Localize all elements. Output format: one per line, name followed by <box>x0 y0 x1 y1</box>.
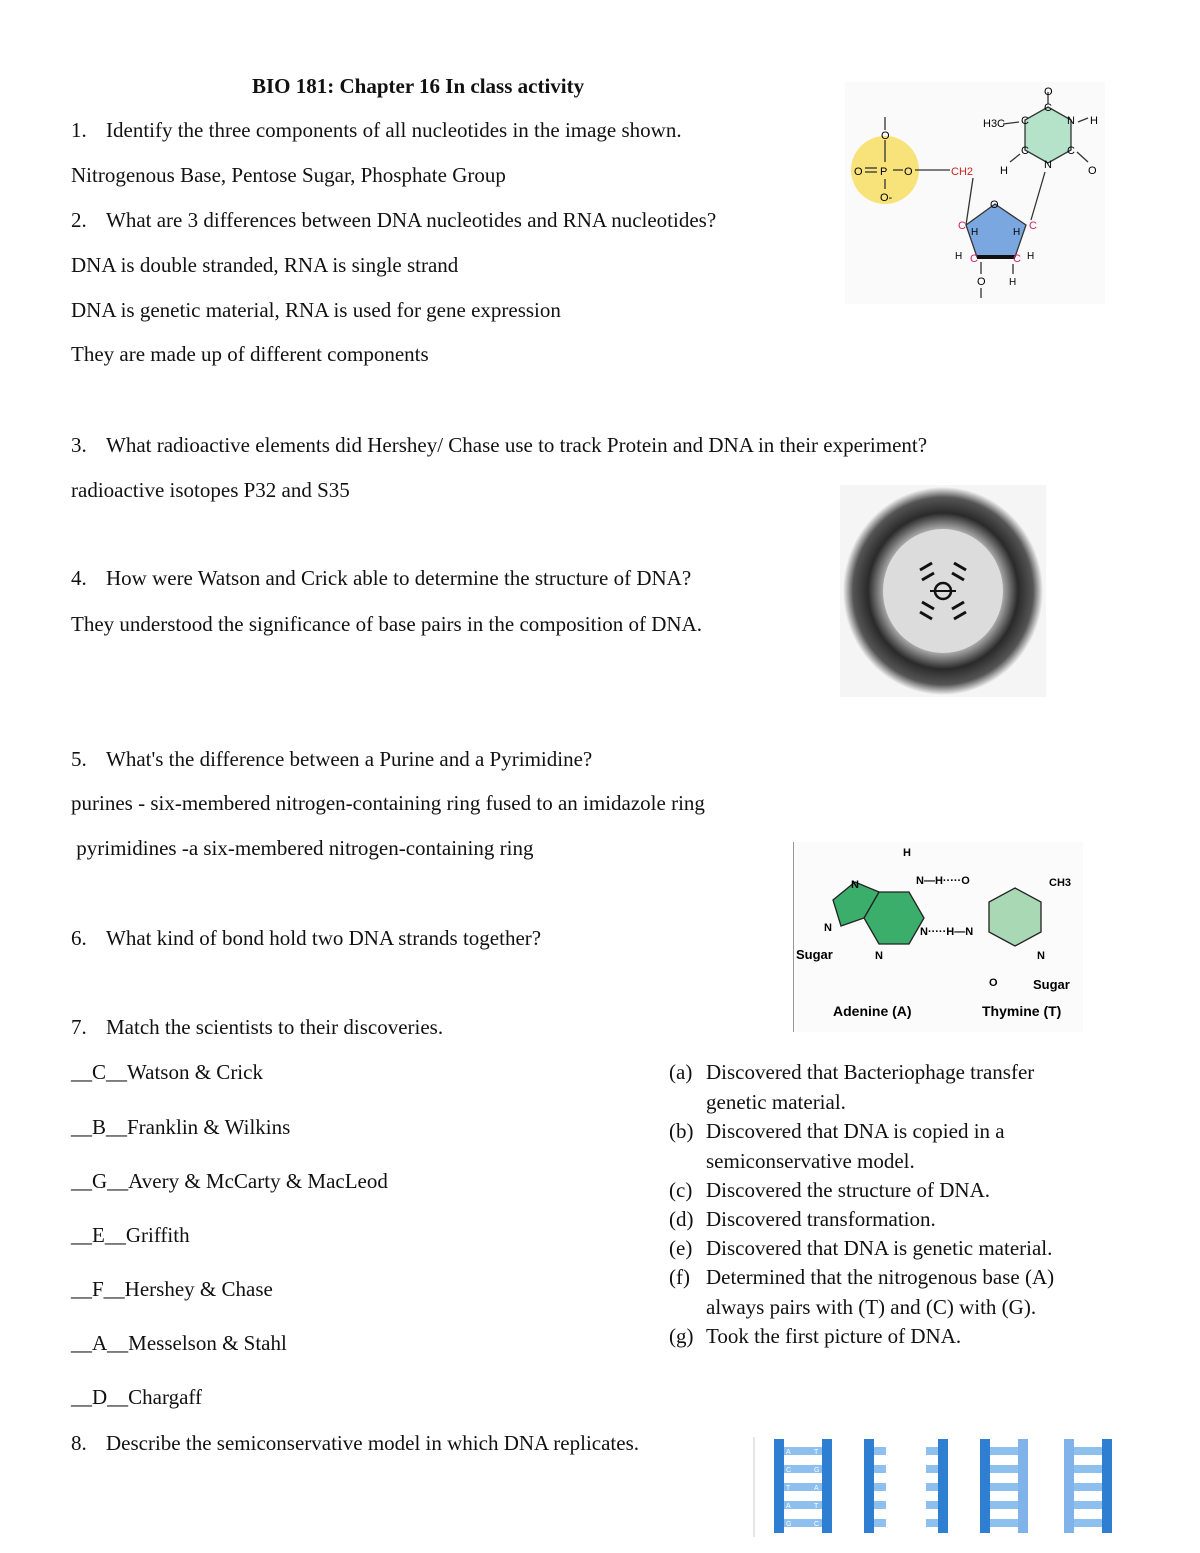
question-text: Describe the semiconservative model in which DNA replicates. <box>106 1431 639 1455</box>
ch2-label: CH2 <box>951 166 974 178</box>
question-text: What kind of bond hold two DNA strands together? <box>106 926 542 950</box>
xray-diffraction-photo <box>840 485 1046 697</box>
phosphate-o-bridge: O <box>904 166 913 178</box>
answer-5-line-2: pyrimidines -a six-membered nitrogen-containing ring <box>71 836 534 860</box>
answer-2-line-3: They are made up of different components <box>71 342 429 366</box>
bp-n-left-top: N <box>851 879 859 891</box>
option-label: (e) <box>669 1236 693 1260</box>
answer-2-line-1: DNA is double stranded, RNA is single strand <box>71 253 459 277</box>
phosphate-o-left: O <box>854 166 863 178</box>
bp-nh-o: N—H·····O <box>916 875 970 887</box>
base-letter: G <box>786 1521 792 1528</box>
sugar-h-bottom: H <box>1009 277 1017 288</box>
match-scientist-2: __B__Franklin & Wilkins <box>71 1115 291 1139</box>
match-option-e <box>669 1234 1052 1264</box>
thymine-label: Thymine (T) <box>982 1003 1062 1019</box>
match-option-c <box>669 1176 990 1206</box>
question-8 <box>71 1431 639 1456</box>
answer-5-line-1: purines - six-membered nitrogen-containing ring fused to an imidazole ring <box>71 791 705 815</box>
question-5 <box>71 747 592 772</box>
base-letter: A <box>786 1503 791 1510</box>
option-text-cont: genetic material. <box>706 1089 846 1114</box>
match-option-b <box>669 1117 1005 1177</box>
match-scientist-5: __F__Hershey & Chase <box>71 1277 273 1301</box>
phosphate-o-top: O <box>881 130 890 142</box>
bp-sugar-right: Sugar <box>1033 977 1070 992</box>
sugar-h2: H <box>1013 227 1021 238</box>
sugar-c2: C <box>1013 253 1021 265</box>
option-text: Discovered that Bacteriophage transfer <box>706 1060 1035 1084</box>
question-number: 6. <box>71 926 87 950</box>
match-option-a <box>669 1058 1034 1118</box>
match-scientist-4: __E__Griffith <box>71 1223 190 1247</box>
match-scientist-7: __D__Chargaff <box>71 1385 203 1409</box>
question-3 <box>71 433 927 458</box>
match-option-d <box>669 1205 936 1235</box>
base-o-top: O <box>1044 86 1053 98</box>
base-n-right: N <box>1067 115 1075 127</box>
question-number: 8. <box>71 1431 87 1455</box>
question-text: What's the difference between a Purine and a Pyrimidine? <box>106 747 593 771</box>
option-text: Discovered that DNA is copied in a <box>706 1119 1005 1143</box>
option-text: Took the first picture of DNA. <box>706 1324 962 1348</box>
question-text: How were Watson and Crick able to determine the structure of DNA? <box>106 566 692 590</box>
option-text: Discovered transformation. <box>706 1207 936 1231</box>
base-c-left-bottom: C <box>1021 145 1029 157</box>
base-c-left-top: C <box>1021 115 1029 127</box>
methyl-h3c: H3C <box>983 118 1006 130</box>
bp-h-top: H <box>903 847 911 859</box>
option-text: Determined that the nitrogenous base (A) <box>706 1265 1055 1289</box>
thymine-base-ring <box>1025 107 1071 163</box>
sugar-h1: H <box>971 227 979 238</box>
bp-o-bottom: O <box>989 977 998 989</box>
base-pair-figure <box>793 842 1083 1032</box>
phosphate-o-minus: O- <box>880 192 893 204</box>
nucleotide-structure-figure <box>845 82 1105 304</box>
base-letter: C <box>814 1521 820 1528</box>
match-option-f <box>669 1263 1054 1323</box>
base-c-right: C <box>1067 145 1075 157</box>
base-letter: T <box>814 1449 819 1456</box>
base-h-left: H <box>1000 165 1008 177</box>
base-letter: A <box>814 1485 819 1492</box>
base-h-nh: H <box>1090 115 1098 127</box>
match-scientist-3: __G__Avery & McCarty & MacLeod <box>71 1169 388 1193</box>
sugar-o-bottom: O <box>977 276 986 288</box>
question-number: 3. <box>71 433 87 457</box>
sugar-h4: H <box>1027 251 1035 262</box>
option-text-cont: always pairs with (T) and (C) with (G). <box>706 1294 1037 1319</box>
sugar-c1: C <box>1029 220 1037 232</box>
question-text: Match the scientists to their discoveries. <box>106 1015 444 1039</box>
option-text: Discovered that DNA is genetic material. <box>706 1236 1053 1260</box>
sugar-o: O <box>990 199 999 211</box>
sugar-c3: C <box>970 253 978 265</box>
base-letter: T <box>786 1485 791 1492</box>
adenine-label: Adenine (A) <box>833 1003 912 1019</box>
bp-n-left-mid: N <box>824 922 832 934</box>
question-number: 5. <box>71 747 87 771</box>
page-title: BIO 181: Chapter 16 In class activity <box>252 74 585 98</box>
option-label: (b) <box>669 1119 694 1143</box>
base-letter: T <box>814 1503 819 1510</box>
answer-3: radioactive isotopes P32 and S35 <box>71 478 350 502</box>
answer-4: They understood the significance of base pairs in the composition of DNA. <box>71 612 703 636</box>
base-letter: A <box>786 1449 791 1456</box>
question-text: Identify the three components of all nucleotides in the image shown. <box>106 118 682 142</box>
bp-n-right: N <box>1037 950 1045 962</box>
question-4 <box>71 566 691 591</box>
match-scientist-1: __C__Watson & Crick <box>71 1060 263 1084</box>
question-number: 2. <box>71 208 87 232</box>
option-label: (g) <box>669 1324 694 1348</box>
base-n-bottom: N <box>1044 159 1052 171</box>
match-option-g <box>669 1322 961 1352</box>
answer-2-line-2: DNA is genetic material, RNA is used for gene expression <box>71 298 561 322</box>
question-1 <box>71 118 682 143</box>
base-c-top: C <box>1044 102 1052 114</box>
option-label: (c) <box>669 1178 693 1202</box>
option-label: (a) <box>669 1060 693 1084</box>
question-text: What radioactive elements did Hershey/ Chase use to track Protein and DNA in their experiment? <box>106 433 928 457</box>
question-6 <box>71 926 541 951</box>
question-7 <box>71 1015 443 1040</box>
base-letter: G <box>814 1467 820 1474</box>
option-text: Discovered the structure of DNA. <box>706 1178 990 1202</box>
question-2 <box>71 208 716 233</box>
option-label: (d) <box>669 1207 694 1231</box>
option-label: (f) <box>669 1265 690 1289</box>
sugar-h3: H <box>955 251 963 262</box>
question-number: 4. <box>71 566 87 590</box>
answer-1: Nitrogenous Base, Pentose Sugar, Phosphate Group <box>71 163 506 187</box>
replication-model-figure <box>752 1437 1120 1537</box>
question-number: 1. <box>71 118 87 142</box>
bp-sugar-left: Sugar <box>796 947 833 962</box>
phosphate-p: P <box>880 166 888 178</box>
sugar-c4: C <box>958 220 966 232</box>
base-letter: C <box>786 1467 792 1474</box>
bp-n-h-n: N·····H—N <box>920 926 974 938</box>
question-text: What are 3 differences between DNA nucleotides and RNA nucleotides? <box>106 208 717 232</box>
bp-n-left-bottom: N <box>875 950 883 962</box>
option-text-cont: semiconservative model. <box>706 1148 915 1173</box>
match-scientist-6: __A__Messelson & Stahl <box>71 1331 287 1355</box>
base-o-right: O <box>1088 165 1097 177</box>
question-number: 7. <box>71 1015 87 1039</box>
bp-ch3: CH3 <box>1049 877 1072 889</box>
